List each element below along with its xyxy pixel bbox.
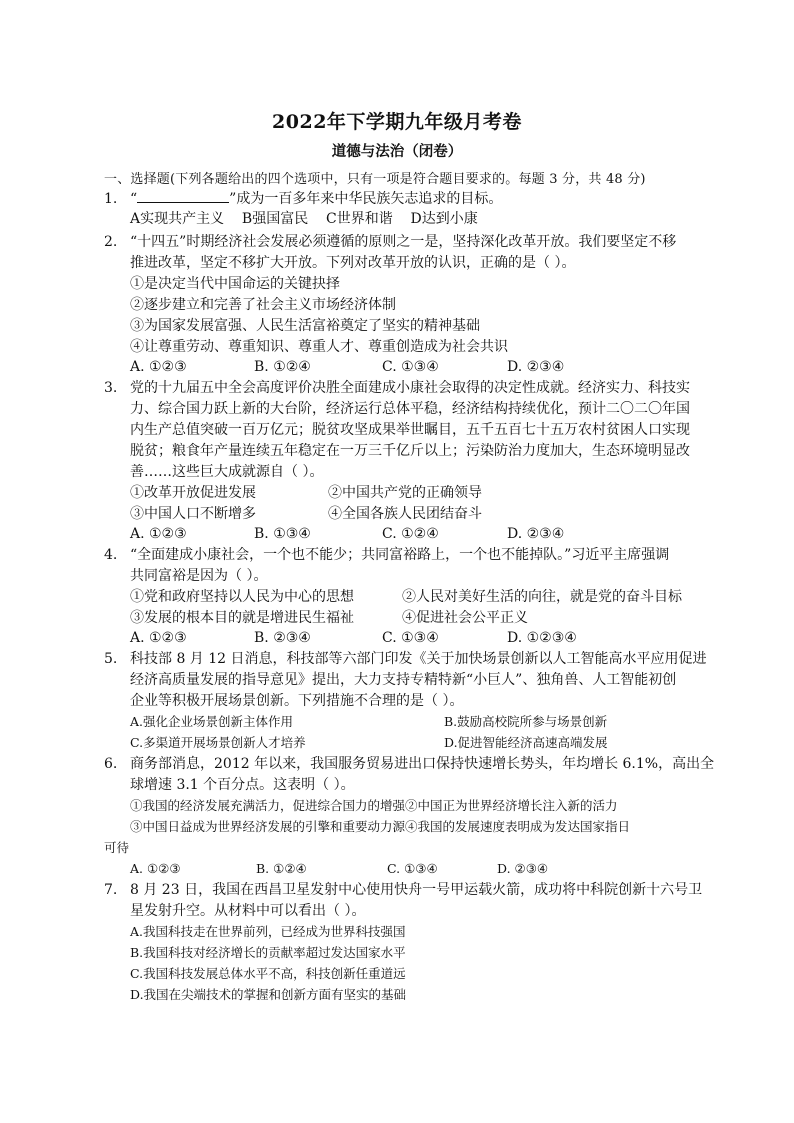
- option-d[interactable]: D. ②③④: [507, 359, 565, 375]
- stem-line: 力、综合国力跃上新的大台阶，经济运行总体平稳，经济结构持续优化，预计二〇二〇年国: [130, 401, 690, 417]
- option-d[interactable]: D.促进智能经济高速高端发展: [444, 735, 608, 750]
- stem-line: 科技部 8 月 12 日消息，科技部等六部门印发《关于加快场景创新以人工智能高水平应用促进: [130, 651, 707, 667]
- stem-line: “全面建成小康社会，一个也不能少；共同富裕路上，一个也不能掉队。”习近平主席强调: [130, 547, 670, 563]
- statement: ①我国的经济发展充满活力，促进综合国力的增强②中国正为世界经济增长注入新的活力: [130, 798, 618, 813]
- option-a[interactable]: A. ①②③: [130, 861, 181, 876]
- option-c[interactable]: C. ①③④: [382, 359, 439, 375]
- stem-line: 经济高质量发展的指导意见》提出，大力支持专精特新“小巨人”、独角兽、人工智能初创: [130, 672, 677, 688]
- option-d[interactable]: D. ②③④: [507, 526, 565, 542]
- statement: ①改革开放促进发展: [130, 485, 256, 501]
- option-b[interactable]: B. ①②④: [254, 359, 311, 375]
- options-line: A实现共产主义 B强国富民 C世界和谐 D达到小康: [130, 211, 478, 227]
- stem-line: 8 月 23 日，我国在西昌卫星发射中心使用快舟一号甲运载火箭，成功将中科院创新十六号卫: [130, 882, 703, 898]
- stem-line: 推进改革，坚定不移扩大开放。下列对改革开放的认识，正确的是（ ）。: [130, 255, 576, 271]
- stem-line: 共同富裕是因为（ ）。: [130, 568, 268, 584]
- stem-line: 企业等积极开展场景创新。下列措施不合理的是（ ）。: [130, 693, 464, 709]
- stem-line: 球增速 3.1 个百分点。这表明（ ）。: [130, 777, 355, 793]
- stem-line: 善……这些巨大成就源自（ ）。: [130, 464, 324, 480]
- statement: 可待: [104, 840, 130, 855]
- option-c[interactable]: C.我国科技发展总体水平不高，科技创新任重道远: [130, 966, 406, 981]
- option-b[interactable]: B.鼓励高校院所参与场景创新: [444, 714, 608, 729]
- statement: ③为国家发展富强、人民生活富裕奠定了坚实的精神基础: [130, 318, 480, 334]
- question-number: 4.: [104, 547, 118, 563]
- statement: ④促进社会公平正义: [402, 610, 528, 626]
- statement: ①是决定当代中国命运的关键抉择: [130, 276, 340, 292]
- option-a[interactable]: A. ①②③: [130, 526, 187, 542]
- stem-line: 星发射升空。从材料中可以看出（ ）。: [130, 903, 366, 919]
- option-c[interactable]: C. ①③④: [387, 861, 438, 876]
- stem-line: 脱贫；粮食年产量连续五年稳定在一万三千亿斤以上；污染防治力度加大，生态环境明显改: [130, 443, 690, 459]
- option-b[interactable]: B. ②③④: [254, 630, 311, 646]
- question-number: 7.: [104, 882, 118, 898]
- statement: ③中国日益成为世界经济发展的引擎和重要动力源④我国的发展速度表明成为发达国家指日: [130, 819, 631, 834]
- option-a[interactable]: A.我国科技走在世界前列，已经成为世界科技强国: [130, 924, 406, 939]
- stem-line: 内生产总值突破一百万亿元；脱贫攻坚成果举世瞩目，五千五百七十五万农村贫困人口实现: [130, 422, 690, 438]
- question-number: 5.: [104, 651, 118, 667]
- answer-blank: [137, 190, 229, 203]
- option-d[interactable]: D. ①②③④: [507, 630, 577, 646]
- option-a[interactable]: A.强化企业场景创新主体作用: [130, 714, 294, 729]
- option-d[interactable]: D.我国在尖端技术的掌握和创新方面有坚实的基础: [130, 987, 407, 1002]
- statement: ④让尊重劳动、尊重知识、尊重人才、尊重创造成为社会共识: [130, 339, 508, 355]
- question-number: 1.: [104, 191, 118, 207]
- question-number: 3.: [104, 380, 118, 396]
- question-number: 6.: [104, 756, 118, 772]
- exam-subtitle: 道德与法治（闭卷）: [331, 143, 463, 160]
- option-c[interactable]: C.多渠道开展场景创新人才培养: [130, 735, 306, 750]
- exam-title: 2022年下学期九年级月考卷: [272, 111, 522, 133]
- option-b[interactable]: B. ①②④: [256, 861, 307, 876]
- statement: ②逐步建立和完善了社会主义市场经济体制: [130, 297, 396, 313]
- stem-line: 商务部消息，2012 年以来，我国服务贸易进出口保持快速增长势头，年均增长 6.1%，高出全: [130, 756, 715, 772]
- statement: ②中国共产党的正确领导: [328, 485, 482, 501]
- option-c[interactable]: C. ①②④: [382, 526, 439, 542]
- statement: ②人民对美好生活的向往，就是党的奋斗目标: [402, 589, 682, 605]
- stem-line: 党的十九届五中全会高度评价决胜全面建成小康社会取得的决定性成就。经济实力、科技实: [130, 380, 690, 396]
- section-heading: 一、选择题(下列各题给出的四个选项中，只有一项是符合题目要求的。每题 3 分，共 48 分): [104, 172, 646, 187]
- option-a[interactable]: A. ①②③: [130, 359, 187, 375]
- option-c[interactable]: C. ①③④: [382, 630, 439, 646]
- option-d[interactable]: D. ②③④: [497, 861, 549, 876]
- option-a[interactable]: A. ①②③: [130, 630, 187, 646]
- stem-open-quote: “: [130, 191, 138, 207]
- question-stem: [130, 189, 502, 209]
- statement: ④全国各族人民团结奋斗: [328, 506, 482, 522]
- statement: ③中国人口不断增多: [130, 506, 256, 522]
- statement: ①党和政府坚持以人民为中心的思想: [130, 589, 354, 605]
- question-number: 2.: [104, 234, 118, 250]
- stem-line: “十四五”时期经济社会发展必须遵循的原则之一是，坚持深化改革开放。我们要坚定不移: [130, 234, 677, 250]
- option-b[interactable]: B.我国科技对经济增长的贡献率超过发达国家水平: [130, 945, 406, 960]
- stem-text: ”成为一百多年来中华民族矢志追求的目标。: [229, 191, 503, 207]
- option-b[interactable]: B. ①③④: [254, 526, 311, 542]
- statement: ③发展的根本目的就是增进民生福祉: [130, 610, 354, 626]
